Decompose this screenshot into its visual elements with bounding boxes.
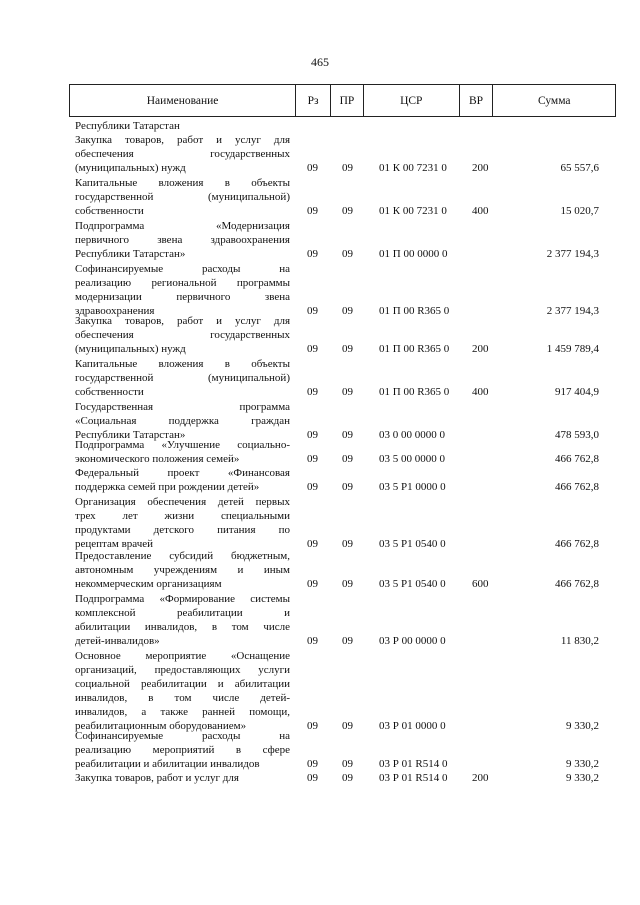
row-sum: 2 377 194,3 (546, 305, 599, 317)
row-name-line: «Социальная поддержка граждан (75, 415, 290, 427)
row-rz: 09 (307, 386, 318, 398)
row-csr: 01 П 00 R365 0 (379, 343, 450, 355)
row-name (75, 495, 290, 551)
row-vr: 600 (472, 578, 489, 590)
row-csr: 03 Р 00 0000 0 (379, 635, 446, 647)
row-rz: 09 (307, 205, 318, 217)
row-vr: 200 (472, 162, 489, 174)
row-name-line: Федеральный проект «Финансовая (75, 467, 290, 479)
row-vr: 400 (472, 205, 489, 217)
row-csr: 03 Р 01 0000 0 (379, 720, 446, 732)
row-name-line: Государственная программа (75, 401, 290, 413)
row-name-line: здравоохранения (75, 305, 155, 317)
row-pr: 09 (342, 720, 353, 732)
row-name-line: организаций, предоставляющих услуги (75, 664, 290, 676)
row-rz: 09 (307, 481, 318, 493)
row-name-line: Софинансируемые расходы на (75, 730, 290, 742)
header-rz: Рз (296, 85, 331, 116)
row-rz: 09 (307, 248, 318, 260)
row-sum: 15 020,7 (560, 205, 599, 217)
row-rz: 09 (307, 305, 318, 317)
row-name-line: Основное мероприятие «Оснащение (75, 650, 290, 662)
row-name (75, 729, 290, 771)
row-name (75, 549, 290, 591)
row-pr: 09 (342, 538, 353, 550)
row-csr: 01 К 00 7231 0 (379, 162, 447, 174)
row-vr: 400 (472, 386, 489, 398)
row-vr: 200 (472, 343, 489, 355)
row-name-line: продуктами детского питания по (75, 524, 290, 536)
row-name-line: Закупка товаров, работ и услуг для (75, 772, 239, 784)
row-name-line: реабилитационным оборудованием» (75, 720, 247, 732)
row-name-line: инвалидов, в том числе детей- (75, 692, 290, 704)
row-name (75, 119, 290, 133)
row-rz: 09 (307, 162, 318, 174)
row-name-line: абилитации инвалидов, в том числе (75, 621, 290, 633)
row-pr: 09 (342, 305, 353, 317)
row-sum: 65 557,6 (560, 162, 599, 174)
row-csr: 03 5 P1 0000 0 (379, 481, 446, 493)
row-name-line: детей-инвалидов» (75, 635, 160, 647)
header-vr: ВР (460, 85, 494, 116)
row-pr: 09 (342, 772, 353, 784)
row-pr: 09 (342, 578, 353, 590)
row-name-line: Софинансируемые расходы на (75, 263, 290, 275)
header-sum: Сумма (537, 94, 571, 107)
row-name (75, 133, 290, 175)
row-sum: 1 459 789,4 (546, 343, 599, 355)
header-name: Наименование (70, 85, 296, 116)
row-name-line: модернизации первичного звена (75, 291, 290, 303)
row-rz: 09 (307, 538, 318, 550)
row-csr: 01 П 00 R365 0 (379, 305, 450, 317)
header-pr: ПР (331, 85, 364, 116)
row-rz: 09 (307, 635, 318, 647)
row-csr: 03 0 00 0000 0 (379, 429, 445, 441)
row-name (75, 438, 290, 466)
row-sum: 9 330,2 (566, 772, 599, 784)
row-name-line: инвалидов, а также ранней помощи, (75, 706, 290, 718)
row-name-line: реализацию региональной программы (75, 277, 290, 289)
row-vr: 200 (472, 772, 489, 784)
row-name-line: государственной (муниципальной) (75, 372, 290, 384)
row-name-line: Предоставление субсидий бюджетным, (75, 550, 290, 562)
row-pr: 09 (342, 162, 353, 174)
row-rz: 09 (307, 578, 318, 590)
row-name-line: государственной (муниципальной) (75, 191, 290, 203)
row-sum: 466 762,8 (555, 538, 599, 550)
row-csr: 03 5 00 0000 0 (379, 453, 445, 465)
row-name-line: Капитальные вложения в объекты (75, 358, 290, 370)
row-name-line: Республики Татарстан (75, 120, 180, 132)
row-name (75, 771, 290, 785)
row-sum: 917 404,9 (555, 386, 599, 398)
row-name (75, 314, 290, 356)
row-name-line: Подпрограмма «Модернизация (75, 220, 290, 232)
row-csr: 03 Р 01 R514 0 (379, 758, 448, 770)
row-sum: 11 830,2 (560, 635, 599, 647)
row-pr: 09 (342, 453, 353, 465)
page-number: 465 (311, 55, 329, 69)
row-name-line: трех лет жизни специальными (75, 510, 290, 522)
row-name-line: поддержка семей при рождении детей» (75, 481, 260, 493)
row-pr: 09 (342, 205, 353, 217)
row-name-line: рецептам врачей (75, 538, 154, 550)
row-name-line: Закупка товаров, работ и услуг для (75, 134, 290, 146)
row-name-line: Организация обеспечения детей первых (75, 496, 290, 508)
row-csr: 01 П 00 R365 0 (379, 386, 450, 398)
row-name-line: обеспечения государственных (75, 329, 290, 341)
row-pr: 09 (342, 429, 353, 441)
row-sum: 466 762,8 (555, 481, 599, 493)
row-name (75, 219, 290, 261)
row-pr: 09 (342, 758, 353, 770)
row-sum: 9 330,2 (566, 758, 599, 770)
row-name-line: Республики Татарстан» (75, 248, 186, 260)
row-csr: 03 5 P1 0540 0 (379, 538, 446, 550)
row-name-line: собственности (75, 386, 144, 398)
row-name-line: первичного звена здравоохранения (75, 234, 290, 246)
row-sum: 466 762,8 (555, 578, 599, 590)
row-pr: 09 (342, 386, 353, 398)
row-rz: 09 (307, 343, 318, 355)
row-name-line: комплексной реабилитации и (75, 607, 290, 619)
row-pr: 09 (342, 635, 353, 647)
row-pr: 09 (342, 481, 353, 493)
row-name-line: (муниципальных) нужд (75, 343, 186, 355)
row-name-line: Подпрограмма «Формирование системы (75, 593, 290, 605)
row-name-line: реализацию мероприятий в сфере (75, 744, 290, 756)
row-name-line: реабилитации и абилитации инвалидов (75, 758, 260, 770)
row-pr: 09 (342, 343, 353, 355)
row-name-line: собственности (75, 205, 144, 217)
row-name-line: обеспечения государственных (75, 148, 290, 160)
row-csr: 01 К 00 7231 0 (379, 205, 447, 217)
row-sum: 9 330,2 (566, 720, 599, 732)
row-name (75, 400, 290, 442)
row-name (75, 592, 290, 648)
row-csr: 03 Р 01 R514 0 (379, 772, 448, 784)
row-name (75, 466, 290, 494)
row-name (75, 176, 290, 218)
row-name-line: Подпрограмма «Улучшение социально- (75, 439, 290, 451)
row-sum: 478 593,0 (555, 429, 599, 441)
row-rz: 09 (307, 758, 318, 770)
row-pr: 09 (342, 248, 353, 260)
row-name-line: Республики Татарстан» (75, 429, 186, 441)
row-sum: 466 762,8 (555, 453, 599, 465)
row-rz: 09 (307, 453, 318, 465)
row-rz: 09 (307, 429, 318, 441)
row-name (75, 357, 290, 399)
row-sum: 2 377 194,3 (546, 248, 599, 260)
row-name (75, 649, 290, 733)
header-csr: ЦСР (364, 85, 460, 116)
row-name-line: Капитальные вложения в объекты (75, 177, 290, 189)
row-name-line: социальной реабилитации и абилитации (75, 678, 290, 690)
row-name-line: Закупка товаров, работ и услуг для (75, 315, 290, 327)
row-name-line: экономического положения семей» (75, 453, 240, 465)
row-csr: 03 5 P1 0540 0 (379, 578, 446, 590)
row-rz: 09 (307, 720, 318, 732)
row-name-line: автономным учреждениям и иным (75, 564, 290, 576)
row-name-line: (муниципальных) нужд (75, 162, 186, 174)
row-name (75, 262, 290, 318)
row-rz: 09 (307, 772, 318, 784)
row-csr: 01 П 00 0000 0 (379, 248, 448, 260)
row-name-line: некоммерческим организациям (75, 578, 222, 590)
